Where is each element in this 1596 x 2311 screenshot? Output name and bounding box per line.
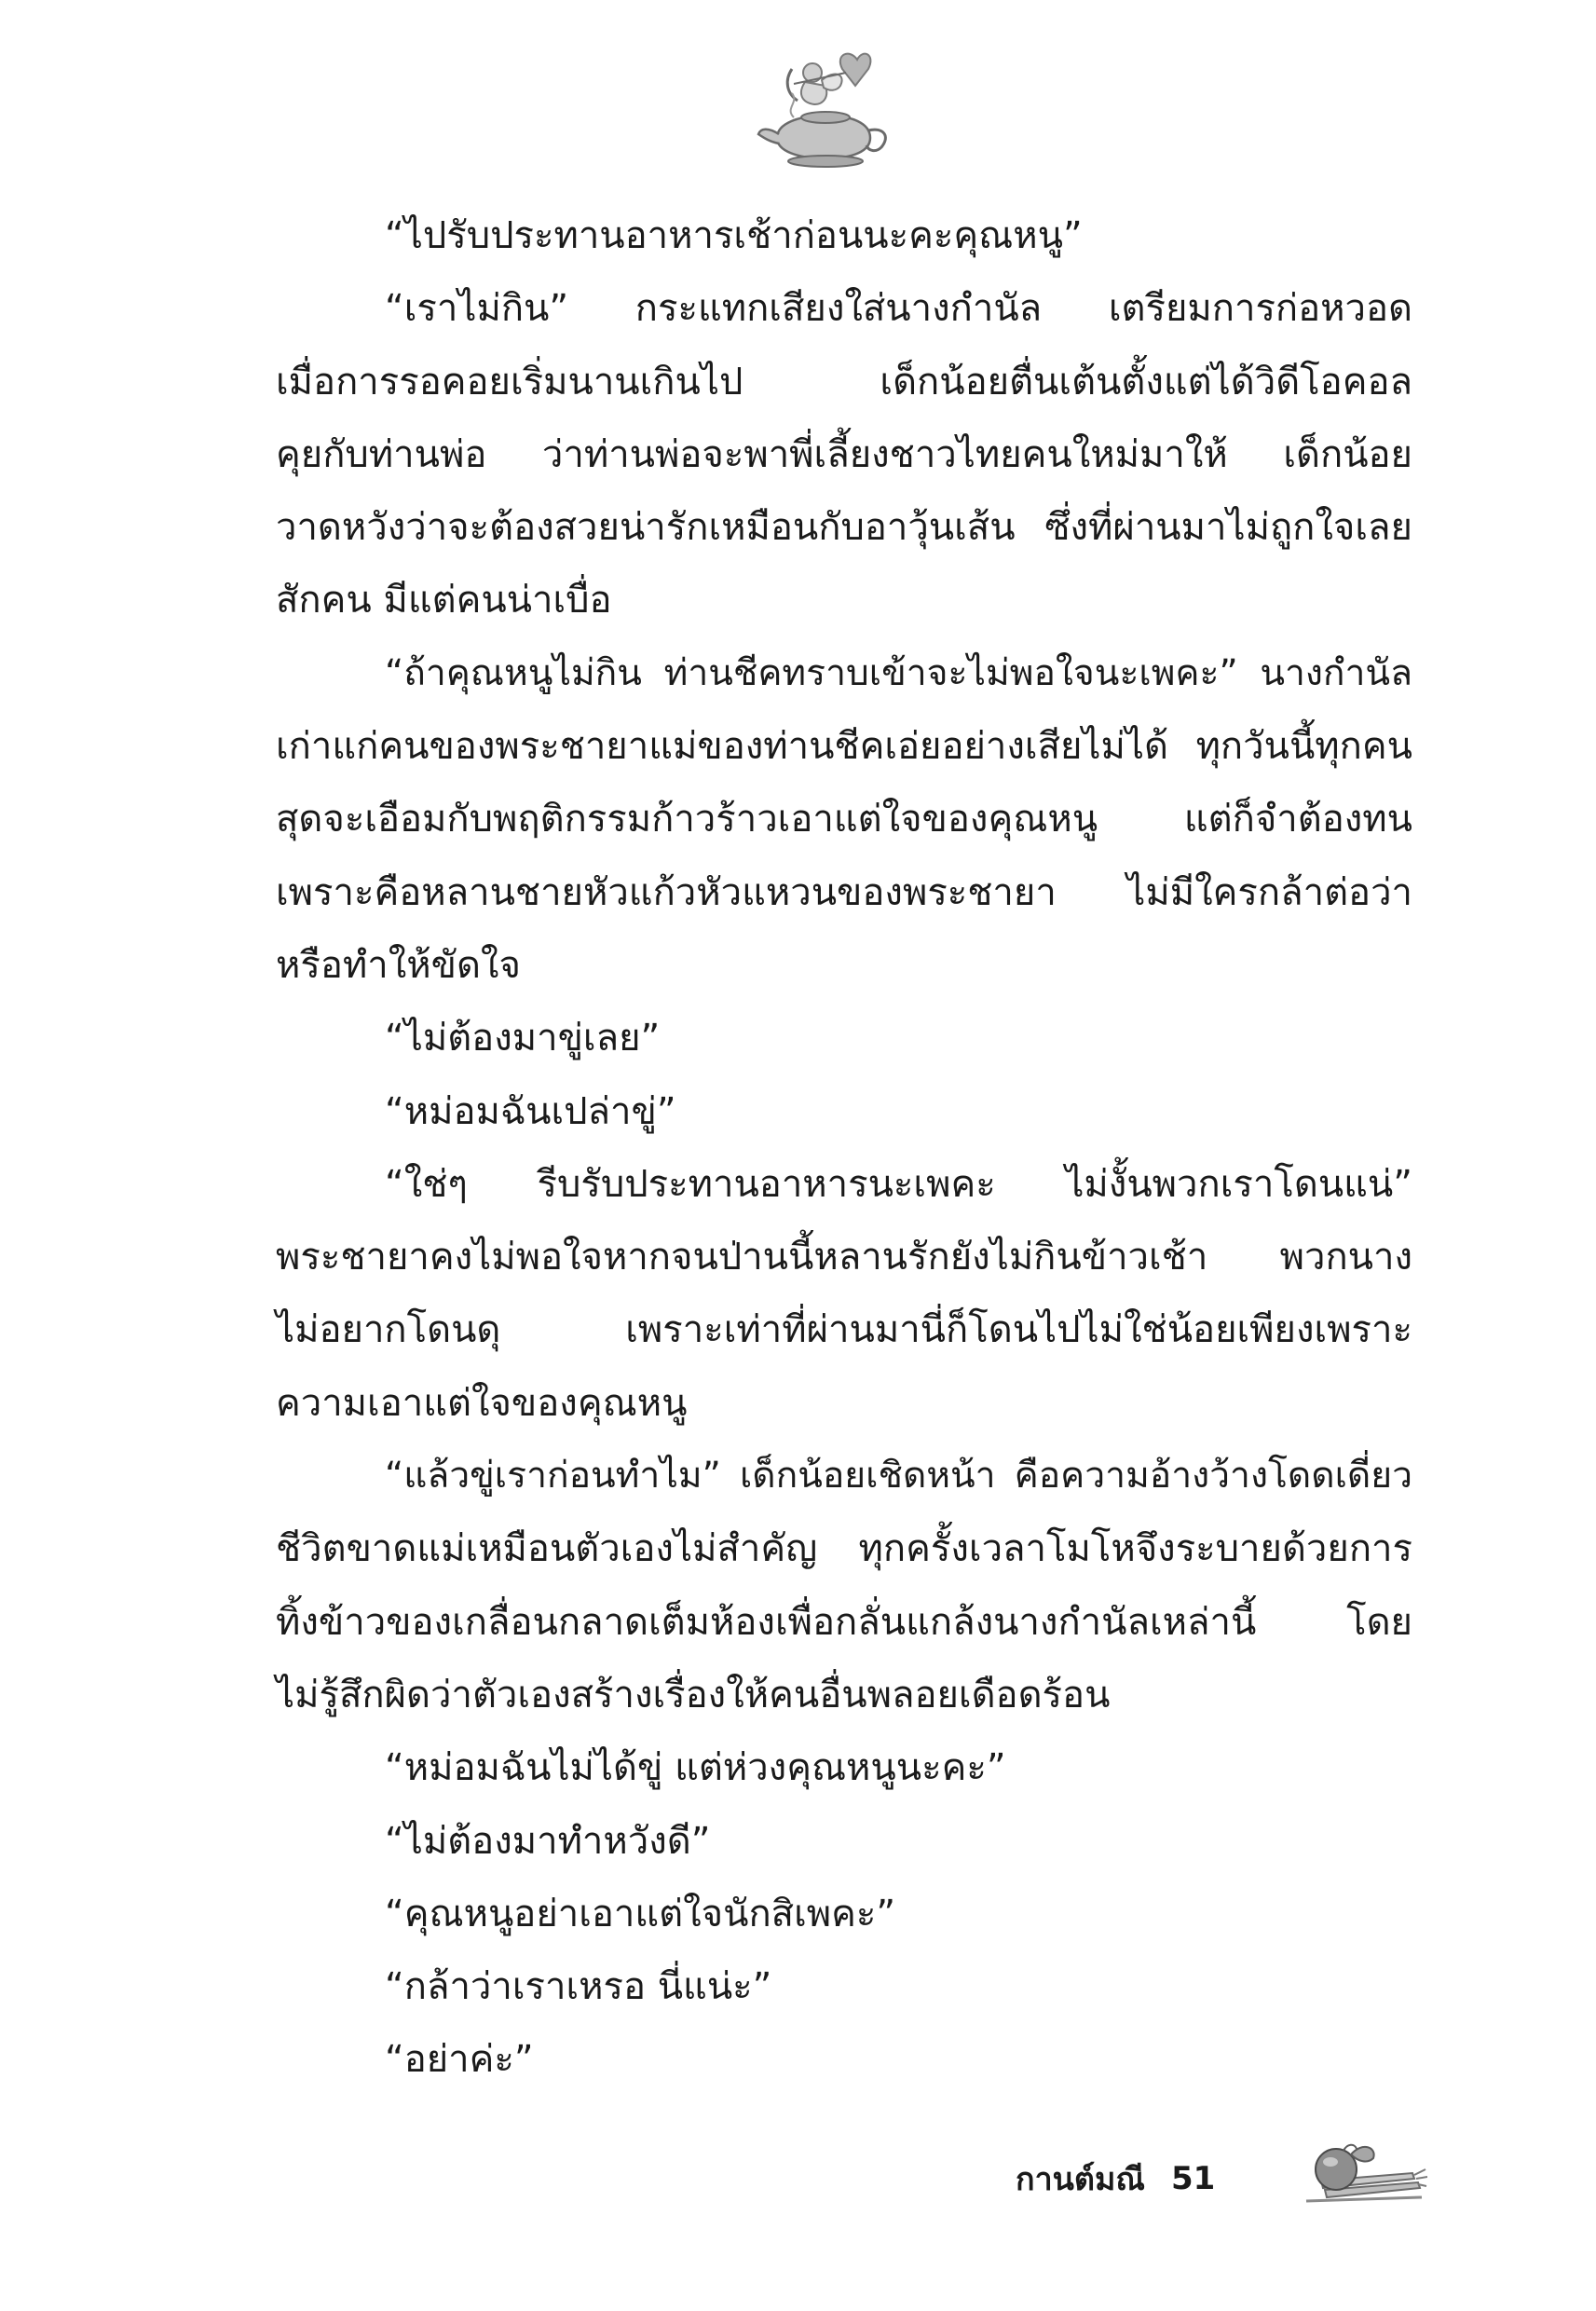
text-line: เพราะคือหลานชายหัวแก้วหัวแหวนของพระชายา ไม่มีใครกล้าต่อว่า (276, 870, 1412, 914)
text-line: สุดจะเอือมกับพฤติกรรมก้าวร้าวเอาแต่ใจของคุณหนู แต่ก็จำต้องทน (276, 798, 1412, 841)
page-number: 51 (1170, 2160, 1216, 2197)
text-line: ไม่อยากโดนดุ เพราะเท่าที่ผ่านมานี่ก็โดนไปไม่ใช่น้อยเพียงเพราะ (276, 1308, 1412, 1352)
text-line: “คุณหนูอย่าเอาแต่ใจนักสิเพคะ” (385, 1892, 896, 1935)
text-line: “หม่อมฉันเปล่าขู่” (385, 1089, 676, 1133)
text-line: เก่าแก่คนของพระชายาแม่ของท่านชีคเอ่ยอย่างเสียไม่ได้ ทุกวันนี้ทุกคน (276, 725, 1412, 769)
text-line: หรือทำให้ขัดใจ (276, 943, 521, 987)
text-line: “แล้วขู่เราก่อนทำไม” เด็กน้อยเชิดหน้า คือความอ้างว้างโดดเดี่ยว (385, 1455, 1412, 1497)
text-line: “ไม่ต้องมาทำหวังดี” (385, 1819, 711, 1863)
text-line: สักคน มีแต่คนน่าเบื่อ (276, 579, 612, 622)
text-line: “ไปรับประทานอาหารเช้าก่อนนะคะคุณหนู” (385, 214, 1083, 257)
text-line: ไม่รู้สึกผิดว่าตัวเองสร้างเรื่องให้คนอื่นพลอยเดือดร้อน (276, 1673, 1111, 1716)
vegetables-ornament-icon (1297, 2141, 1427, 2207)
cupid-teapot-ornament-icon (757, 48, 896, 170)
page-footer (1016, 2151, 1215, 2207)
text-line: วาดหวังว่าจะต้องสวยน่ารักเหมือนกับอาวุ้นเส้น ซึ่งที่ผ่านมาไม่ถูกใจเลย (276, 506, 1412, 550)
text-line: “หม่อมฉันไม่ได้ขู่ แต่ห่วงคุณหนูนะคะ” (385, 1746, 1006, 1790)
text-line: คุยกับท่านพ่อ ว่าท่านพ่อจะพาพี่เลี้ยงชาวไทยคนใหม่มาให้ เด็กน้อย (276, 432, 1412, 476)
text-line: ความเอาแต่ใจของคุณหนู (276, 1381, 688, 1425)
book-title: กานต์มณี (1016, 2161, 1145, 2198)
text-line: “อย่าค่ะ” (385, 2038, 534, 2082)
text-line: “ใช่ๆ รีบรับประทานอาหารนะเพคะ ไม่งั้นพวกเราโดนแน่” (385, 1162, 1412, 1206)
body-text (276, 212, 1412, 2110)
text-line: พระชายาคงไม่พอใจหากจนป่านนี้หลานรักยังไม่กินข้าวเช้า พวกนาง (276, 1236, 1412, 1279)
text-line: “ไม่ต้องมาขู่เลย” (385, 1017, 661, 1060)
text-line: ทิ้งข้าวของเกลื่อนกลาดเต็มห้องเพื่อกลั่นแกล้งนางกำนัลเหล่านี้ โดย (276, 1600, 1412, 1644)
text-line: “ถ้าคุณหนูไม่กิน ท่านชีคทราบเข้าจะไม่พอใจนะเพคะ” นางกำนัล (385, 651, 1412, 694)
text-line: เมื่อการรอคอยเริ่มนานเกินไป เด็กน้อยตื่นเต้นตั้งแต่ได้วิดีโอคอล (276, 360, 1412, 403)
text-line: “เราไม่กิน” กระแทกเสียงใส่นางกำนัล เตรียมการก่อหวอด (385, 287, 1412, 331)
text-line: “กล้าว่าเราเหรอ นี่แน่ะ” (385, 1965, 772, 2009)
text-line: ชีวิตขาดแม่เหมือนตัวเองไม่สำคัญ ทุกครั้งเวลาโมโหจึงระบายด้วยการ (276, 1527, 1412, 1571)
